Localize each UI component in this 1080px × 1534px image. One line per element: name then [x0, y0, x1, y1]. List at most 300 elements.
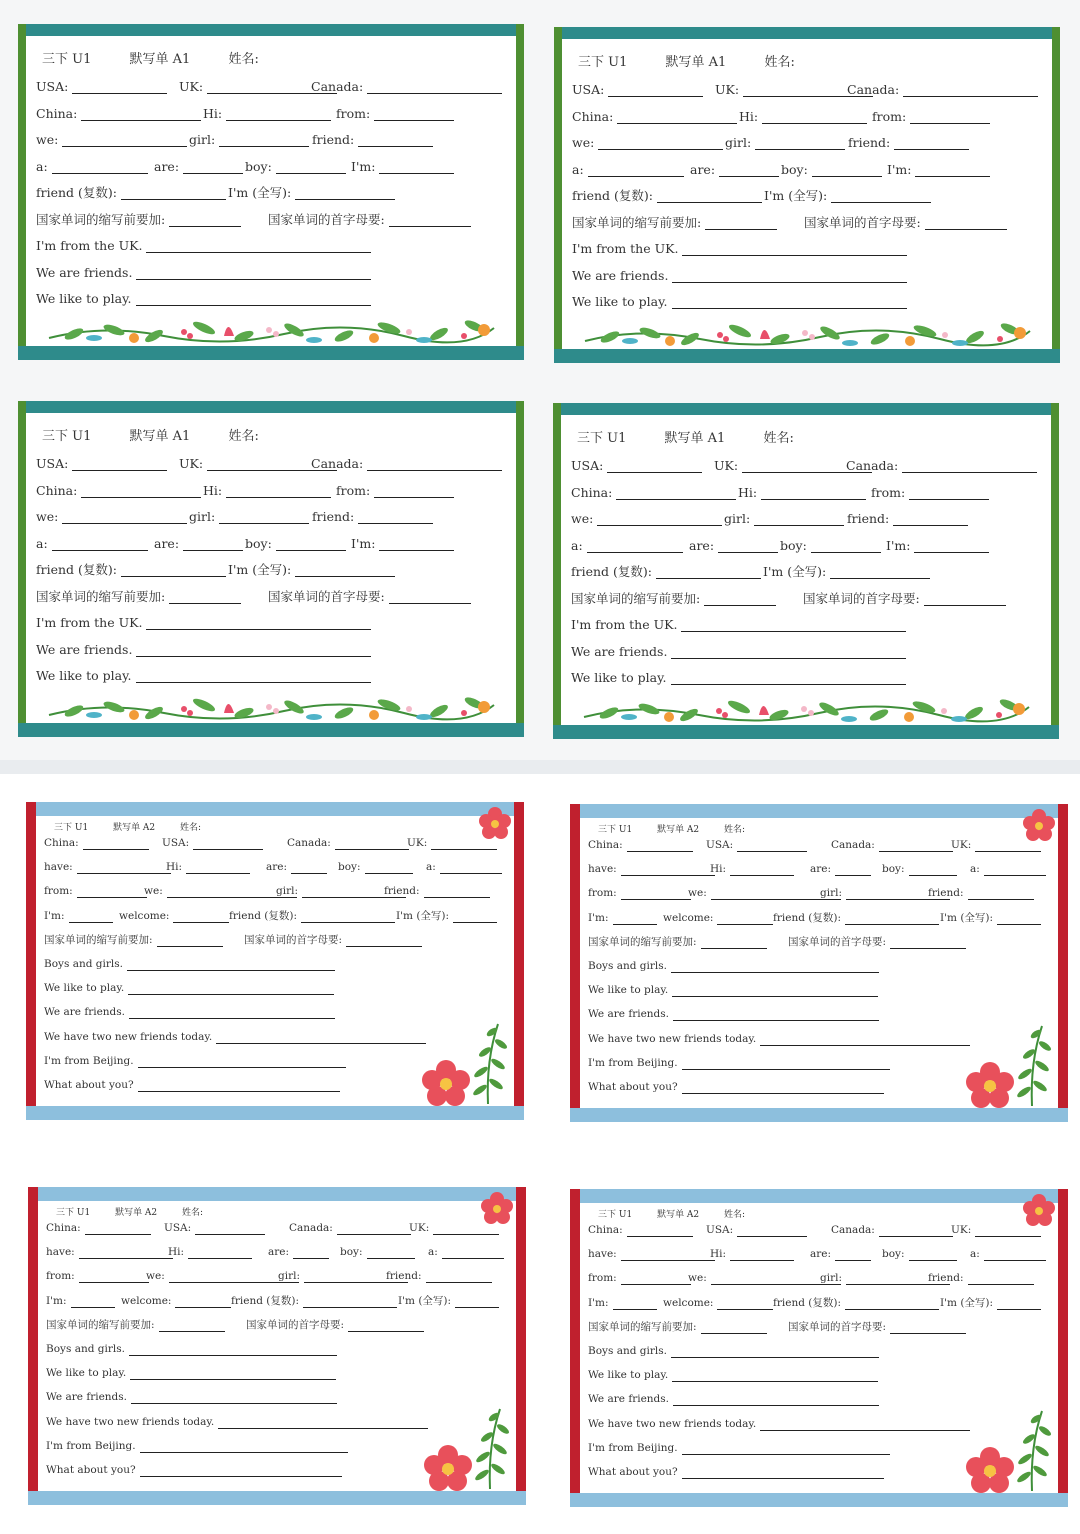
question-cell: [710, 862, 794, 876]
question-cell: [928, 1271, 1034, 1285]
answer-blank[interactable]: [140, 1464, 342, 1477]
answer-blank[interactable]: [845, 1297, 939, 1310]
answer-blank[interactable]: [616, 487, 736, 500]
answer-blank[interactable]: [83, 837, 149, 850]
answer-blank[interactable]: [914, 540, 989, 553]
answer-blank[interactable]: [389, 591, 471, 604]
answer-blank[interactable]: [587, 540, 683, 553]
answer-blank[interactable]: [131, 1391, 337, 1404]
answer-blank[interactable]: [909, 487, 989, 500]
question-cell: [788, 935, 966, 949]
answer-blank[interactable]: [71, 1295, 115, 1308]
answer-blank[interactable]: [193, 837, 263, 850]
answer-blank[interactable]: [453, 910, 497, 923]
answer-blank[interactable]: [656, 566, 761, 579]
answer-blank[interactable]: [682, 1442, 890, 1455]
question-label: Hi:: [168, 1246, 185, 1259]
left-border: [28, 1187, 38, 1505]
question-label: We like to play.: [46, 1367, 127, 1380]
answer-blank[interactable]: [175, 1295, 231, 1308]
question-cell: [588, 886, 691, 900]
answer-blank[interactable]: [136, 293, 371, 306]
flower-branch-decoration: [418, 1020, 510, 1106]
question-label: I'm (全写):: [396, 909, 450, 922]
answer-blank[interactable]: [621, 1248, 715, 1261]
answer-blank[interactable]: [915, 164, 990, 177]
top-border: [18, 24, 524, 36]
answer-blank[interactable]: [925, 217, 1007, 230]
question-label: China:: [588, 839, 623, 851]
grade-label: 三下 U1: [42, 429, 92, 444]
answer-blank[interactable]: [72, 81, 167, 94]
question-label: 国家单词的首字母要:: [246, 1318, 345, 1331]
answer-blank[interactable]: [894, 137, 969, 150]
question-cell: [810, 862, 871, 876]
question-row: [588, 1320, 1068, 1344]
answer-blank[interactable]: [671, 672, 906, 685]
question-label: We are friends.: [571, 643, 668, 659]
answer-blank[interactable]: [62, 134, 187, 147]
question-label: We are friends.: [588, 1008, 670, 1021]
question-cell: [970, 1247, 1046, 1261]
answer-blank[interactable]: [754, 513, 844, 526]
question-cell: [228, 563, 395, 577]
question-cell: [312, 133, 433, 147]
answer-blank[interactable]: [717, 912, 773, 925]
question-label: a:: [970, 1248, 980, 1261]
question-label: China:: [46, 1222, 81, 1234]
answer-blank[interactable]: [367, 1246, 415, 1259]
answer-blank[interactable]: [440, 861, 502, 874]
question-row: [588, 1296, 1068, 1320]
question-row: [36, 266, 524, 293]
answer-blank[interactable]: [597, 513, 722, 526]
answer-blank[interactable]: [845, 912, 939, 925]
answer-blank[interactable]: [365, 861, 413, 874]
answer-blank[interactable]: [705, 217, 777, 230]
question-cell: [396, 909, 497, 923]
question-cell: [203, 484, 331, 498]
question-label: I'm (全写):: [228, 185, 292, 200]
name-label: 姓名:: [228, 52, 259, 67]
question-label: friend:: [386, 1270, 422, 1283]
answer-blank[interactable]: [121, 564, 226, 577]
answer-blank[interactable]: [730, 863, 794, 876]
answer-blank[interactable]: [598, 137, 723, 150]
question-cell: [36, 80, 167, 94]
answer-blank[interactable]: [812, 164, 882, 177]
question-cell: [44, 933, 223, 947]
answer-blank[interactable]: [69, 910, 113, 923]
answer-blank[interactable]: [169, 214, 241, 227]
bottom-border: [570, 1493, 1068, 1507]
answer-blank[interactable]: [672, 984, 878, 997]
question-row: [46, 1221, 526, 1245]
question-label: 国家单词的缩写前要加:: [44, 933, 153, 946]
question-label: are:: [810, 863, 832, 876]
question-cell: [36, 457, 167, 471]
answer-blank[interactable]: [159, 1319, 225, 1332]
answer-blank[interactable]: [902, 460, 1037, 473]
question-label: 国家单词的缩写前要加:: [588, 1320, 697, 1333]
answer-blank[interactable]: [701, 1321, 767, 1334]
answer-blank[interactable]: [830, 566, 930, 579]
worksheet-title: 默写单 A2: [113, 823, 156, 833]
answer-blank[interactable]: [737, 839, 807, 852]
answer-blank[interactable]: [672, 296, 907, 309]
question-label: I'm from the UK.: [572, 241, 679, 256]
question-cell: [189, 133, 309, 147]
question-row: [572, 189, 1060, 216]
answer-blank[interactable]: [293, 1246, 329, 1259]
question-cell: [688, 886, 841, 900]
question-label: Hi:: [739, 108, 759, 124]
answer-blank[interactable]: [85, 1222, 151, 1235]
question-row: [36, 160, 524, 187]
answer-blank[interactable]: [701, 936, 767, 949]
question-label: We like to play.: [44, 982, 125, 995]
answer-blank[interactable]: [136, 670, 371, 683]
question-label: Canada:: [289, 1222, 333, 1234]
a1-card-4: [553, 403, 1059, 739]
answer-blank[interactable]: [672, 1369, 878, 1382]
answer-blank[interactable]: [673, 1008, 879, 1021]
answer-blank[interactable]: [682, 243, 907, 256]
question-label: boy:: [882, 1248, 905, 1261]
answer-blank[interactable]: [216, 1031, 426, 1044]
answer-blank[interactable]: [719, 164, 779, 177]
question-cell: [871, 486, 989, 500]
question-cell: [311, 457, 502, 471]
question-row: [36, 239, 524, 266]
question-label: We are friends.: [36, 641, 133, 657]
answer-blank[interactable]: [291, 861, 327, 874]
answer-blank[interactable]: [835, 1248, 871, 1261]
answer-blank[interactable]: [276, 538, 346, 551]
answer-blank[interactable]: [138, 1079, 340, 1092]
bottom-border: [28, 1491, 526, 1505]
answer-blank[interactable]: [657, 190, 762, 203]
answer-blank[interactable]: [890, 1321, 966, 1334]
question-cell: [588, 1007, 879, 1021]
answer-blank[interactable]: [682, 1466, 884, 1479]
bottom-border: [26, 1106, 524, 1120]
question-cell: [46, 1366, 336, 1380]
name-label: 姓名:: [764, 55, 795, 70]
left-border: [553, 403, 561, 739]
answer-blank[interactable]: [910, 111, 990, 124]
top-border: [18, 401, 524, 413]
question-row: [571, 512, 1059, 539]
question-label: We are friends.: [36, 264, 133, 280]
question-cell: [663, 1296, 773, 1310]
answer-blank[interactable]: [811, 540, 881, 553]
question-cell: [588, 1344, 879, 1358]
answer-blank[interactable]: [379, 538, 454, 551]
question-label: are:: [268, 1246, 290, 1259]
question-label: are:: [689, 537, 715, 553]
answer-blank[interactable]: [671, 646, 906, 659]
question-label: USA:: [706, 1224, 734, 1236]
question-cell: [36, 537, 148, 551]
answer-blank[interactable]: [718, 540, 778, 553]
question-cell: [231, 1294, 397, 1308]
flower-garland-decoration: [579, 695, 1033, 729]
answer-blank[interactable]: [130, 1367, 336, 1380]
answer-blank[interactable]: [389, 214, 471, 227]
question-cell: [36, 213, 241, 227]
answer-blank[interactable]: [335, 837, 409, 850]
answer-blank[interactable]: [671, 1345, 879, 1358]
answer-blank[interactable]: [831, 190, 931, 203]
question-label: have:: [44, 861, 73, 874]
question-label: a:: [571, 537, 583, 553]
answer-blank[interactable]: [188, 1246, 252, 1259]
answer-blank[interactable]: [367, 458, 502, 471]
answer-blank[interactable]: [52, 538, 148, 551]
question-label: have:: [588, 863, 617, 876]
answer-blank[interactable]: [79, 1246, 173, 1259]
answer-blank[interactable]: [295, 187, 395, 200]
question-row: [36, 590, 524, 617]
answer-blank[interactable]: [681, 619, 906, 632]
question-label: from:: [588, 1272, 617, 1285]
question-label: I'm from Beijing.: [44, 1054, 134, 1067]
answer-blank[interactable]: [77, 885, 147, 898]
answer-blank[interactable]: [140, 1440, 348, 1453]
answer-blank[interactable]: [195, 1222, 265, 1235]
question-label: friend (复数):: [571, 564, 652, 579]
answer-blank[interactable]: [303, 1295, 397, 1308]
question-label: We like to play.: [572, 294, 668, 309]
answer-blank[interactable]: [755, 137, 845, 150]
answer-blank[interactable]: [442, 1246, 504, 1259]
answer-blank[interactable]: [136, 644, 371, 657]
question-row: [44, 981, 524, 1005]
answer-blank[interactable]: [337, 1222, 411, 1235]
answer-blank[interactable]: [81, 485, 201, 498]
answer-blank[interactable]: [146, 617, 371, 630]
question-cell: [338, 860, 413, 874]
question-label: Canada:: [311, 79, 364, 94]
question-row: [588, 959, 1068, 983]
answer-blank[interactable]: [909, 1248, 957, 1261]
answer-blank[interactable]: [879, 839, 953, 852]
question-cell: [588, 1320, 767, 1334]
question-cell: [287, 836, 409, 850]
question-cell: [36, 133, 187, 147]
answer-blank[interactable]: [893, 513, 968, 526]
answer-blank[interactable]: [924, 593, 1006, 606]
question-label: from:: [336, 105, 371, 121]
question-row: [36, 510, 524, 537]
question-label: friend:: [847, 511, 890, 526]
question-row: [46, 1294, 526, 1318]
answer-blank[interactable]: [138, 1055, 346, 1068]
answer-blank[interactable]: [79, 1270, 149, 1283]
card-header: [42, 425, 293, 444]
question-cell: [810, 1247, 871, 1261]
answer-blank[interactable]: [52, 161, 148, 174]
answer-blank[interactable]: [890, 936, 966, 949]
question-cell: [572, 269, 907, 283]
question-cell: [44, 1078, 340, 1092]
answer-blank[interactable]: [607, 460, 702, 473]
answer-blank[interactable]: [760, 1418, 970, 1431]
answer-blank[interactable]: [358, 134, 433, 147]
answer-blank[interactable]: [183, 538, 243, 551]
question-label: Hi:: [166, 861, 183, 874]
answer-blank[interactable]: [762, 111, 867, 124]
question-row: [588, 886, 1068, 910]
question-label: USA:: [572, 82, 605, 97]
answer-blank[interactable]: [136, 267, 371, 280]
answer-blank[interactable]: [627, 839, 693, 852]
answer-blank[interactable]: [621, 1272, 691, 1285]
answer-blank[interactable]: [62, 511, 187, 524]
answer-blank[interactable]: [186, 861, 250, 874]
answer-blank[interactable]: [879, 1224, 953, 1237]
question-label: Canada:: [846, 458, 899, 473]
answer-blank[interactable]: [301, 910, 395, 923]
answer-blank[interactable]: [968, 1272, 1034, 1285]
question-cell: [804, 216, 1007, 230]
answer-blank[interactable]: [761, 487, 866, 500]
answer-blank[interactable]: [226, 485, 331, 498]
question-cell: [588, 935, 767, 949]
question-row: [36, 616, 524, 643]
answer-blank[interactable]: [129, 1343, 337, 1356]
answer-blank[interactable]: [219, 511, 309, 524]
answer-blank[interactable]: [157, 934, 223, 947]
answer-blank[interactable]: [121, 187, 226, 200]
answer-blank[interactable]: [627, 1224, 693, 1237]
question-label: friend (复数):: [773, 911, 842, 924]
answer-blank[interactable]: [997, 912, 1041, 925]
question-label: 国家单词的缩写前要加:: [36, 211, 166, 227]
answer-blank[interactable]: [621, 863, 715, 876]
question-label: 国家单词的首字母要:: [788, 935, 887, 948]
answer-blank[interactable]: [169, 591, 241, 604]
a2-card-1: [26, 802, 524, 1120]
answer-blank[interactable]: [617, 111, 737, 124]
question-row: [36, 563, 524, 590]
answer-blank[interactable]: [218, 1416, 428, 1429]
answer-blank[interactable]: [671, 960, 879, 973]
answer-blank[interactable]: [72, 458, 167, 471]
question-cell: [588, 838, 693, 852]
answer-blank[interactable]: [379, 161, 454, 174]
answer-blank[interactable]: [367, 81, 502, 94]
answer-blank[interactable]: [455, 1295, 499, 1308]
answer-blank[interactable]: [997, 1297, 1041, 1310]
question-row: [588, 838, 1068, 862]
answer-blank[interactable]: [374, 485, 454, 498]
answer-blank[interactable]: [219, 134, 309, 147]
answer-blank[interactable]: [682, 1081, 884, 1094]
answer-blank[interactable]: [608, 84, 703, 97]
answer-blank[interactable]: [81, 108, 201, 121]
answer-blank[interactable]: [426, 1270, 492, 1283]
question-cell: [572, 242, 907, 256]
question-label: USA:: [571, 458, 604, 473]
question-cell: [46, 1245, 173, 1259]
question-cell: [44, 1005, 335, 1019]
answer-blank[interactable]: [730, 1248, 794, 1261]
answer-blank[interactable]: [226, 108, 331, 121]
answer-blank[interactable]: [704, 593, 776, 606]
question-label: China:: [588, 1224, 623, 1236]
answer-blank[interactable]: [673, 1393, 879, 1406]
question-cell: [46, 1269, 149, 1283]
answer-blank[interactable]: [968, 887, 1034, 900]
answer-blank[interactable]: [903, 84, 1038, 97]
question-cell: [803, 592, 1006, 606]
answer-blank[interactable]: [358, 511, 433, 524]
question-cell: [571, 618, 906, 632]
question-row: [588, 1223, 1068, 1247]
answer-blank[interactable]: [173, 910, 229, 923]
question-cell: [168, 1245, 252, 1259]
answer-blank[interactable]: [346, 934, 422, 947]
question-cell: [203, 107, 331, 121]
flower-branch-decoration: [420, 1405, 512, 1491]
question-cell: [588, 983, 878, 997]
question-cell: [154, 160, 243, 174]
answer-blank[interactable]: [621, 887, 691, 900]
answer-blank[interactable]: [295, 564, 395, 577]
question-cell: [384, 884, 490, 898]
answer-blank[interactable]: [129, 1006, 335, 1019]
question-label: 国家单词的缩写前要加:: [588, 935, 697, 948]
question-label: we:: [688, 887, 707, 900]
answer-blank[interactable]: [146, 240, 371, 253]
question-cell: [36, 616, 371, 630]
answer-blank[interactable]: [183, 161, 243, 174]
answer-blank[interactable]: [613, 912, 657, 925]
answer-blank[interactable]: [984, 863, 1046, 876]
answer-blank[interactable]: [717, 1297, 773, 1310]
question-cell: [426, 860, 502, 874]
answer-blank[interactable]: [682, 1057, 890, 1070]
answer-blank[interactable]: [128, 982, 334, 995]
question-cell: [689, 539, 778, 553]
answer-blank[interactable]: [127, 958, 335, 971]
answer-blank[interactable]: [835, 863, 871, 876]
answer-blank[interactable]: [737, 1224, 807, 1237]
question-cell: [571, 671, 906, 685]
answer-blank[interactable]: [613, 1297, 657, 1310]
answer-blank[interactable]: [909, 863, 957, 876]
answer-blank[interactable]: [424, 885, 490, 898]
question-row: [46, 1342, 526, 1366]
card-header: [577, 427, 828, 446]
answer-blank[interactable]: [348, 1319, 424, 1332]
question-cell: [266, 860, 327, 874]
question-label: China:: [44, 837, 79, 849]
answer-blank[interactable]: [672, 270, 907, 283]
answer-blank[interactable]: [588, 164, 684, 177]
answer-blank[interactable]: [984, 1248, 1046, 1261]
answer-blank[interactable]: [77, 861, 171, 874]
question-label: friend:: [312, 509, 355, 524]
question-label: What about you?: [588, 1466, 678, 1478]
answer-blank[interactable]: [760, 1033, 970, 1046]
answer-blank[interactable]: [374, 108, 454, 121]
question-label: Hi:: [710, 863, 727, 876]
answer-blank[interactable]: [276, 161, 346, 174]
question-cell: [46, 1342, 337, 1356]
